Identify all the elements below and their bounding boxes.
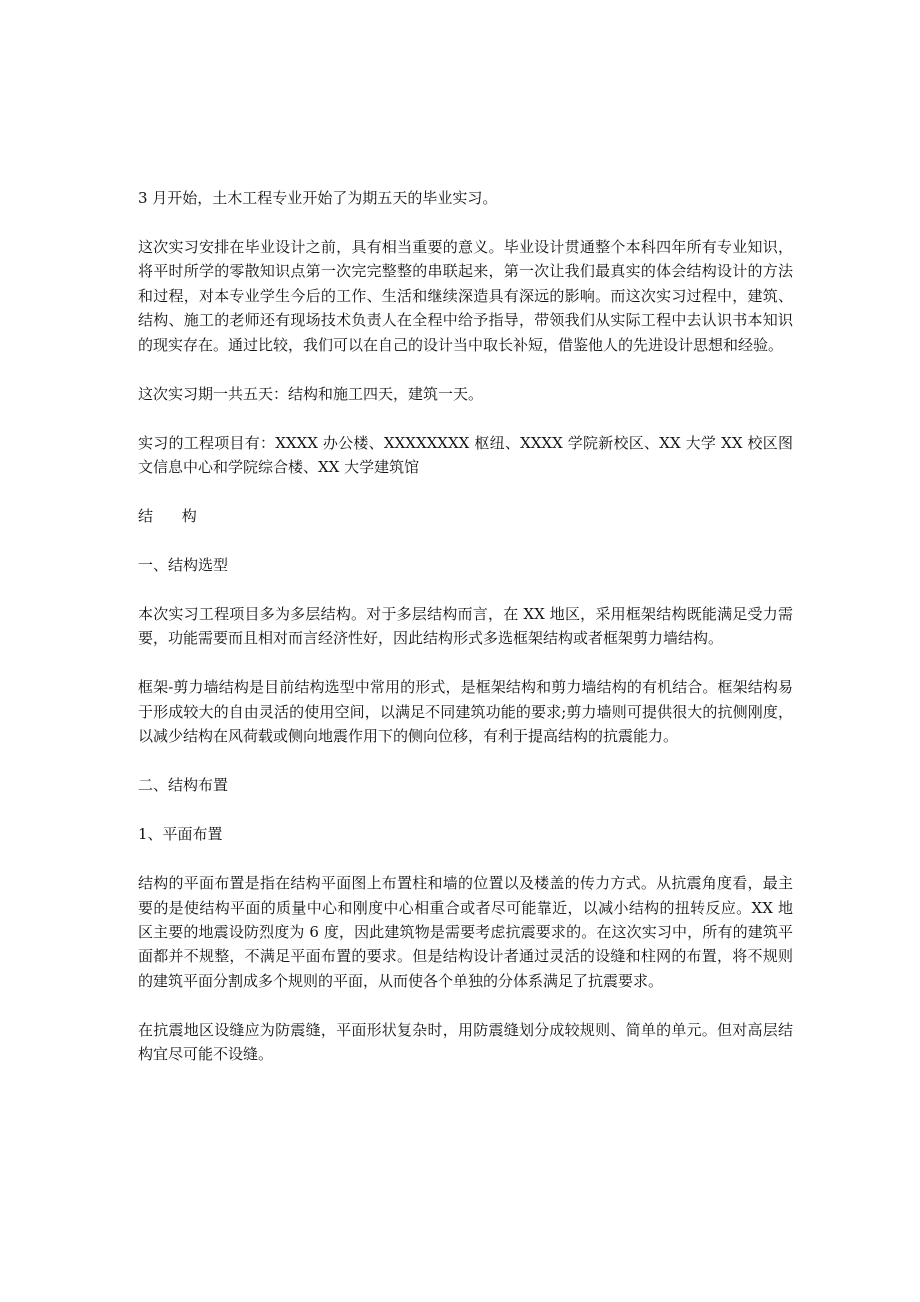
paragraph-seismic-joint: 在抗震地区设缝应为防震缝，平面形状复杂时，用防震缝划分成较规则、简单的单元。但对高层结构宜尽可能不设缝。 — [138, 1020, 793, 1064]
paragraph-duration: 这次实习期一共五天：结构和施工四天，建筑一天。 — [138, 384, 484, 403]
paragraph-plan-layout: 结构的平面布置是指在结构平面图上布置柱和墙的位置以及楼盖的传力方式。从抗震角度看，最主要的是使结构平面的质量中心和刚度中心相重合或者尽可能靠近，以减小结构的扭转反应。XX 地区主要的地震设防烈度为 6 度，因此建筑物是需要考虑抗震要求的。在这次实习中，所有的建筑平面都并不规整，不满足平面布置的要求。但是结构设计者通过灵活的设缝和柱网的布置，将不规则的建筑平面分割成多个规则的平面，从而使各个单独的分体系满足了抗震要求。 — [138, 874, 793, 990]
paragraph-frame-shearwall: 框架-剪力墙结构是目前结构选型中常用的形式，是框架结构和剪力墙结构的有机结合。框架结构易于形成较大的自由灵活的使用空间，以满足不同建筑功能的要求;剪力墙则可提供很大的抗侧刚度，以减少结构在风荷载或侧向地震作用下的侧向位移，有利于提高结构的抗震能力。 — [138, 678, 793, 746]
paragraph-significance: 这次实习安排在毕业设计之前，具有相当重要的意义。毕业设计贯通整个本科四年所有专业知识，将平时所学的零散知识点第一次完完整整的串联起来，第一次让我们最真实的体会结构设计的方法和过程，对本专业学生今后的工作、生活和继续深造具有深远的影响。而这次实习过程中，建筑、结构、施工的老师还有现场技术负责人在全程中给予指导，带领我们从实际工程中去认识书本知识的现实存在。通过比较，我们可以在自己的设计当中取长补短，借鉴他人的先进设计思想和经验。 — [138, 238, 793, 354]
subheading-structure-layout: 二、结构布置 — [138, 776, 229, 795]
subheading-plan-layout: 1、平面布置 — [138, 825, 223, 844]
subheading-structure-selection: 一、结构选型 — [138, 556, 229, 575]
document-body — [138, 186, 793, 1091]
paragraph-projects: 实习的工程项目有：XXXX 办公楼、XXXXXXXX 枢纽、XXXX 学院新校区、XX 大学 XX 校区图文信息中心和学院综合楼、XX 大学建筑馆 — [138, 433, 793, 477]
section-heading-structure: 结 构 — [138, 507, 209, 526]
paragraph-multistory: 本次实习工程项目多为多层结构。对于多层结构而言，在 XX 地区，采用框架结构既能满足受力需要，功能需要而且相对而言经济性好，因此结构形式多选框架结构或者框架剪力墙结构。 — [138, 605, 793, 648]
paragraph-intro: 3 月开始，土木工程专业开始了为期五天的毕业实习。 — [138, 189, 498, 207]
